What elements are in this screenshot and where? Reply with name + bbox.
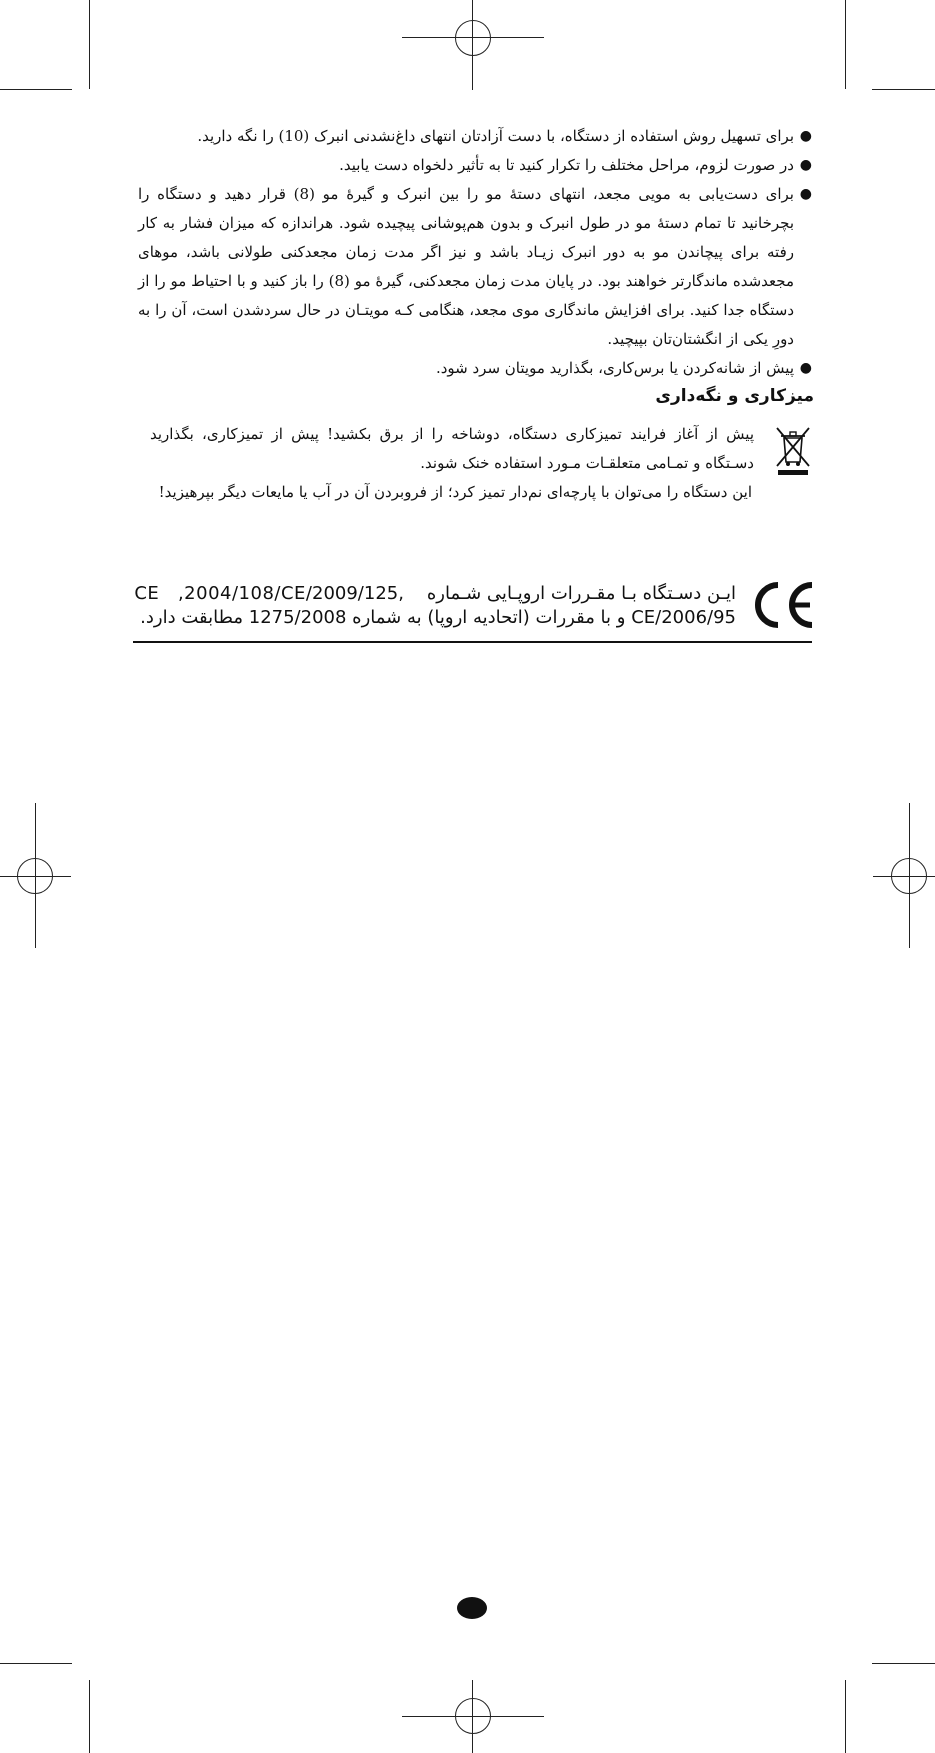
bullet-icon: ● — [799, 157, 812, 173]
compliance-line: ایـن دسـتگاه بـا مقـررات اروپـایی شـماره ,2009/125/CE ,2004/108/CE — [134, 583, 736, 604]
instruction-text: برای تسهیل روش استفاده از دستگاه، با دست آزادتان انتهای داغ‌نشدنی انبرک (10) را نگه دارید. — [197, 127, 794, 145]
bullet-icon: ● — [799, 360, 812, 376]
care-instructions — [150, 420, 754, 507]
crop-line — [0, 1663, 72, 1664]
registration-circle — [455, 1698, 491, 1734]
weee-crossed-bin-icon — [773, 424, 813, 476]
usage-instructions — [138, 122, 814, 383]
crop-line — [872, 1663, 935, 1664]
list-item — [138, 180, 814, 354]
instruction-text: در صورت لزوم، مراحل مختلف را تکرار کنید تا به تأثیر دلخواه دست یابید. — [339, 156, 794, 174]
list-item — [138, 151, 814, 180]
page-marker — [457, 1597, 487, 1619]
crop-line — [0, 89, 72, 90]
crop-line — [845, 0, 846, 89]
crop-line — [89, 1680, 90, 1753]
list-item — [138, 122, 814, 151]
compliance-line: 2006/95/CE و با مقررات (اتحادیه اروپا) به شماره 1275/2008 مطابقت دارد. — [140, 607, 736, 628]
care-paragraph: این دستگاه را می‌توان با پارچه‌ای نم‌دار تمیز کرد؛ از فروبردن آن در آب یا مایعات دیگر بپرهیزید! — [158, 483, 752, 501]
ce-mark-icon — [750, 578, 816, 632]
instruction-text: پیش از شانه‌کردن یا برس‌کاری، بگذارید مویتان سرد شود. — [435, 359, 794, 377]
bullet-icon: ● — [799, 186, 812, 202]
crop-line — [872, 89, 935, 90]
instruction-text: برای دست‌یابی به مویی مجعد، انتهای دستهٔ مو را بین انبرک و گیرهٔ مو (8) قرار دهید و دستگاه را بچرخانید تا تمام دستهٔ مو در طول انبرک و بدون هم‌پوشانی پیچیده شود. هراندازه که میزان فشار به کار رفته برای پیچاندن مو به دور انبرک زیـاد باشد و نیز اگر مدت زمان مجعدکنی طولانی باشد، موهای مجعدشده ماندگارتر خواهند بود. در پایان مدت زمان مجعدکنی، گیرهٔ مو (8) را باز کنید و با احتیاط مو را از دستگاه جدا کنید. برای افزایش ماندگاری موی مجعد، هنگامی کـه مویتـان در حال سردشدن است، آن را به دورِ یکی از انگشتان‌تان بپیچید. — [138, 185, 795, 348]
crop-line — [89, 0, 90, 89]
crop-line — [845, 1680, 846, 1753]
registration-circle — [455, 20, 491, 56]
instruction-list — [138, 122, 814, 383]
section-title: میزکاری و نگه‌داری — [655, 386, 814, 406]
care-paragraph: پیش از آغاز فرایند تمیزکاری دستگاه، دوشاخه را از برق بکشید! پیش از تمیزکاری، بگذارید دسـتگاه و تمـامی متعلقـات مـورد استفاده خنک شوند. — [150, 425, 754, 472]
registration-circle — [17, 858, 53, 894]
bullet-icon: ● — [799, 128, 812, 144]
registration-circle — [891, 858, 927, 894]
list-item — [138, 354, 814, 383]
divider — [133, 641, 812, 643]
compliance-statement — [134, 582, 736, 630]
